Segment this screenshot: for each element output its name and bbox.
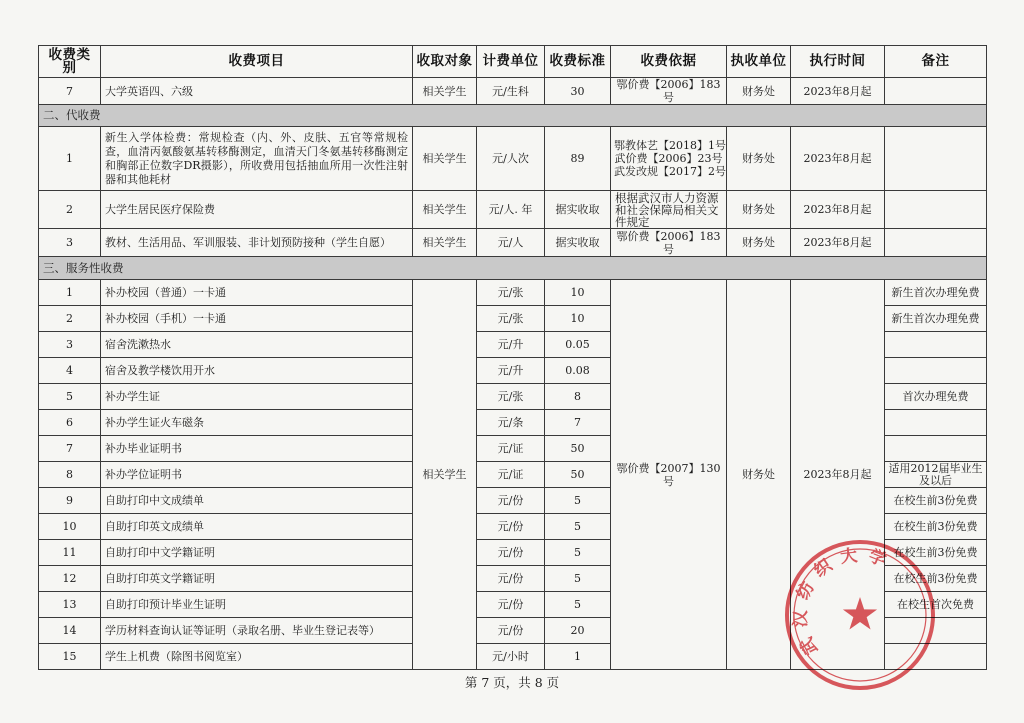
row-number: 3: [39, 332, 101, 358]
row-number: 9: [39, 488, 101, 514]
collecting-unit: 财务处: [727, 127, 791, 191]
fee-standard: 5: [545, 540, 611, 566]
section-title: 二、代收费: [39, 105, 987, 127]
charge-target: 相关学生: [413, 127, 477, 191]
row-number: 11: [39, 540, 101, 566]
fee-item: 自助打印英文成绩单: [101, 514, 413, 540]
remark: 在校生前3份免费: [885, 488, 987, 514]
fee-standard: 5: [545, 566, 611, 592]
header-collector: 执收单位: [727, 46, 791, 78]
fee-item: 自助打印预计毕业生证明: [101, 592, 413, 618]
fee-standard: 5: [545, 514, 611, 540]
charge-target: 相关学生: [413, 280, 477, 670]
fee-standard: 0.05: [545, 332, 611, 358]
fee-basis: 根据武汉市人力资源和社会保障局相关文件规定: [611, 191, 727, 229]
collecting-unit: 财务处: [727, 78, 791, 105]
remark: [885, 191, 987, 229]
table-row: [39, 78, 987, 105]
fee-standard: 1: [545, 644, 611, 670]
fee-item: 自助打印中文学籍证明: [101, 540, 413, 566]
effective-date: 2023年8月起: [791, 280, 885, 670]
billing-unit: 元/份: [477, 488, 545, 514]
fee-basis: 鄂价费【2006】183号: [611, 229, 727, 257]
row-number: 14: [39, 618, 101, 644]
row-number: 1: [39, 127, 101, 191]
header-unit: 计费单位: [477, 46, 545, 78]
section-title: 三、服务性收费: [39, 257, 987, 280]
remark: 在校生前3份免费: [885, 540, 987, 566]
fee-standard: 据实收取: [545, 191, 611, 229]
charge-target: 相关学生: [413, 229, 477, 257]
fee-item: 自助打印中文成绩单: [101, 488, 413, 514]
fee-basis: [611, 127, 727, 191]
charge-target: 相关学生: [413, 78, 477, 105]
collecting-unit: 财务处: [727, 191, 791, 229]
billing-unit: 元/份: [477, 540, 545, 566]
remark: 首次办理免费: [885, 384, 987, 410]
row-number: 8: [39, 462, 101, 488]
fee-standard: 据实收取: [545, 229, 611, 257]
fee-standard: 89: [545, 127, 611, 191]
row-number: 13: [39, 592, 101, 618]
official-seal: [782, 537, 938, 693]
fee-item: 宿舍洗漱热水: [101, 332, 413, 358]
remark: [885, 127, 987, 191]
fee-standard: 10: [545, 280, 611, 306]
billing-unit: 元/份: [477, 592, 545, 618]
row-number: 5: [39, 384, 101, 410]
fee-standard: 10: [545, 306, 611, 332]
billing-unit: 元/人: [477, 229, 545, 257]
collecting-unit: 财务处: [727, 280, 791, 670]
billing-unit: 元/份: [477, 566, 545, 592]
billing-unit: 元/人. 年: [477, 191, 545, 229]
section-header-row: [39, 105, 987, 127]
remark: [885, 332, 987, 358]
fee-item: 学历材料查询认证等证明（录取名册、毕业生登记表等）: [101, 618, 413, 644]
remark: 在校生首次免费: [885, 592, 987, 618]
fee-item: 学生上机费（除图书阅览室）: [101, 644, 413, 670]
effective-date: 2023年8月起: [791, 127, 885, 191]
billing-unit: 元/人次: [477, 127, 545, 191]
fee-item: 补办校园（普通）一卡通: [101, 280, 413, 306]
fee-standard: 5: [545, 592, 611, 618]
billing-unit: 元/生科: [477, 78, 545, 105]
effective-date: 2023年8月起: [791, 191, 885, 229]
table-row: [39, 229, 987, 257]
billing-unit: 元/份: [477, 618, 545, 644]
remark: 在校生前3份免费: [885, 566, 987, 592]
table-row: [39, 191, 987, 229]
fee-item: 补办学位证明书: [101, 462, 413, 488]
header-standard: 收费标准: [545, 46, 611, 78]
fee-basis-line: 鄂教体艺【2018】1号: [614, 139, 726, 152]
remark: [885, 229, 987, 257]
fee-item: 补办学生证: [101, 384, 413, 410]
fee-item: 补办学生证火车磁条: [101, 410, 413, 436]
row-number: 3: [39, 229, 101, 257]
fee-standard: 20: [545, 618, 611, 644]
row-number: 6: [39, 410, 101, 436]
remark: 在校生前3份免费: [885, 514, 987, 540]
header-effective: 执行时间: [791, 46, 885, 78]
seal-text: 武汉纺织大学: [790, 545, 898, 658]
remark: [885, 358, 987, 384]
row-number: 2: [39, 191, 101, 229]
billing-unit: 元/升: [477, 332, 545, 358]
fee-item: 补办毕业证明书: [101, 436, 413, 462]
remark: 适用2012届毕业生及以后: [885, 462, 987, 488]
fee-item: 宿舍及教学楼饮用开水: [101, 358, 413, 384]
effective-date: 2023年8月起: [791, 229, 885, 257]
billing-unit: 元/条: [477, 410, 545, 436]
billing-unit: 元/份: [477, 514, 545, 540]
billing-unit: 元/张: [477, 384, 545, 410]
collecting-unit: 财务处: [727, 229, 791, 257]
billing-unit: 元/张: [477, 280, 545, 306]
billing-unit: 元/张: [477, 306, 545, 332]
remark: 新生首次办理免费: [885, 280, 987, 306]
fee-standard: 8: [545, 384, 611, 410]
remark: 新生首次办理免费: [885, 306, 987, 332]
fee-item: 教材、生活用品、军训服装、非计划预防接种（学生自愿）: [101, 229, 413, 257]
fee-basis-line: 武价费【2006】23号: [614, 152, 723, 165]
section-header-row: [39, 257, 987, 280]
header-item: 收费项目: [101, 46, 413, 78]
row-number: 1: [39, 280, 101, 306]
row-number: 10: [39, 514, 101, 540]
fee-basis: 鄂价费【2007】130号: [611, 280, 727, 670]
header-remark: 备注: [885, 46, 987, 78]
billing-unit: 元/证: [477, 436, 545, 462]
header-target: 收取对象: [413, 46, 477, 78]
fee-standard: 7: [545, 410, 611, 436]
fee-standard: 50: [545, 462, 611, 488]
billing-unit: 元/小时: [477, 644, 545, 670]
fee-basis-line: 武发改规【2017】2号: [614, 165, 726, 178]
table-header-row: [39, 46, 987, 78]
fee-standard: 5: [545, 488, 611, 514]
fee-item: 新生入学体检费：常规检查（内、外、皮肤、五官等常规检查，血清丙氨酸氨基转移酶测定，血清天门冬氨基转移酶测定和胸部正位数字DR摄影），所收费用包括抽血所用一次性注射器和其他耗材: [101, 127, 413, 191]
fee-standard: 30: [545, 78, 611, 105]
billing-unit: 元/升: [477, 358, 545, 384]
effective-date: 2023年8月起: [791, 78, 885, 105]
row-number: 7: [39, 436, 101, 462]
seal-star-icon: [843, 597, 877, 630]
fee-item: 大学生居民医疗保险费: [101, 191, 413, 229]
fee-standard: 0.08: [545, 358, 611, 384]
page-number: 第 7 页，共 8 页: [464, 675, 560, 690]
table-row: [39, 280, 987, 306]
fee-item: 自助打印英文学籍证明: [101, 566, 413, 592]
fee-item: 补办校园（手机）一卡通: [101, 306, 413, 332]
row-number: 2: [39, 306, 101, 332]
row-number: 15: [39, 644, 101, 670]
billing-unit: 元/证: [477, 462, 545, 488]
header-basis: 收费依据: [611, 46, 727, 78]
table-row: [39, 127, 987, 191]
row-number: 12: [39, 566, 101, 592]
header-category: 收费类别: [39, 46, 101, 78]
row-number: 7: [39, 78, 101, 105]
charge-target: 相关学生: [413, 191, 477, 229]
fee-standard: 50: [545, 436, 611, 462]
remark: [885, 78, 987, 105]
row-number: 4: [39, 358, 101, 384]
svg-text:武汉纺织大学: [791, 544, 898, 658]
remark: [885, 436, 987, 462]
fee-basis: 鄂价费【2006】183号: [611, 78, 727, 105]
remark: [885, 410, 987, 436]
fee-item: 大学英语四、六级: [101, 78, 413, 105]
